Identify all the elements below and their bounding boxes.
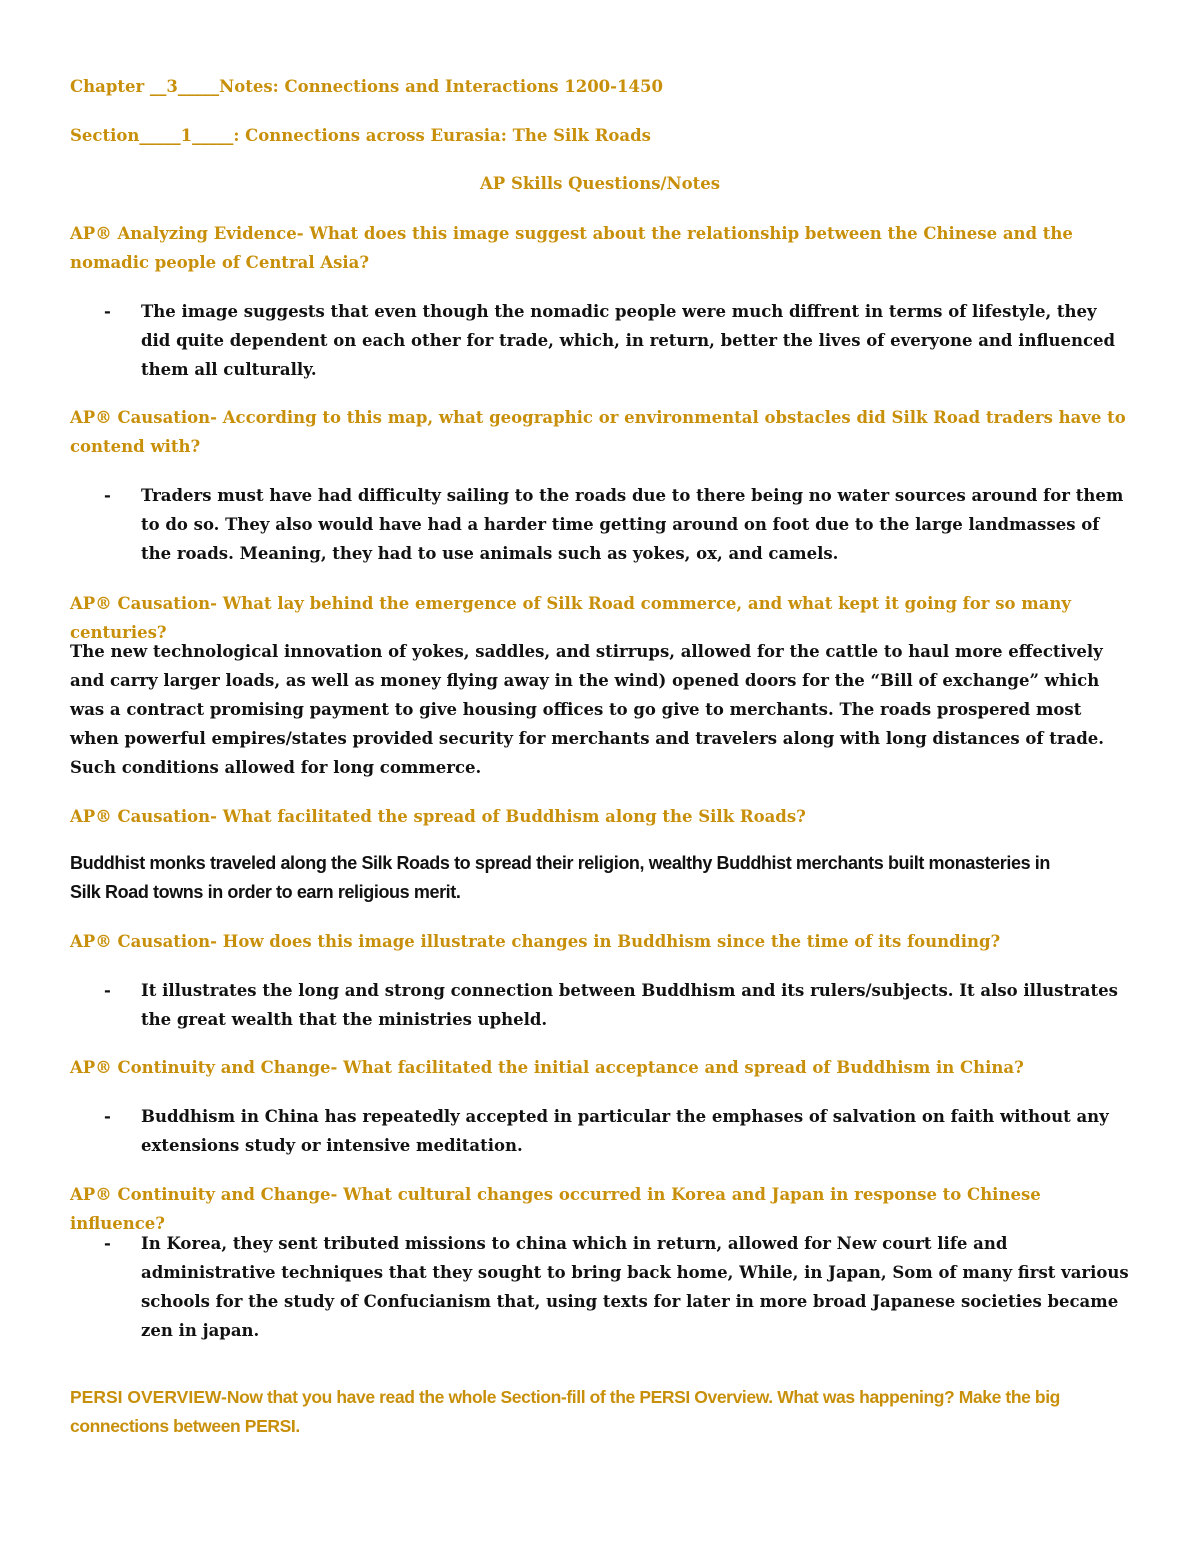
bullet-2: - (104, 486, 111, 505)
question-5: AP® Causation- How does this image illustrate changes in Buddhism since the time of its founding? (70, 932, 1001, 951)
answer-1: The image suggests that even though the nomadic people were much diffrent in terms of lifestyle, they did quite dependent on each other for trade, which, in return, better the lives of everyone and influenced them all culturally. (141, 302, 1116, 379)
answer-3: The new technological innovation of yokes, saddles, and stirrups, allowed for the cattle to haul more effectively and carry larger loads, as well as money flying away in the wind) opened doors for the “Bill of exchange” which was a contract promising payment to give housing offices to go give to merchants. The roads prospered most when powerful empires/states provided security for merchants and travelers along with long distances of trade. Such conditions allowed for long commerce. (70, 642, 1105, 777)
question-4: AP® Causation- What facilitated the spread of Buddhism along the Silk Roads? (70, 807, 806, 826)
answer-2: Traders must have had difficulty sailing to the roads due to there being no water sources around for them to do so. They also would have had a harder time getting around on foot due to the large landmasses of the roads. Meaning, they had to use animals such as yokes, ox, and camels. (141, 486, 1124, 563)
persi-label: PERSI OVERVIEW- (70, 1387, 227, 1407)
answer-7: In Korea, they sent tributed missions to china which in return, allowed for New court life and administrative techniques that they sought to bring back home, While, in Japan, Som of many first various schools for the study of Confucianism that, using texts for later in more broad Japanese societies became zen in japan. (141, 1234, 1129, 1340)
answer-6: Buddhism in China has repeatedly accepted in particular the emphases of salvation on faith without any extensions study or intensive meditation. (141, 1107, 1109, 1155)
question-3: AP® Causation- What lay behind the emergence of Silk Road commerce, and what kept it going for so many centuries? (70, 594, 1071, 642)
answer-4: Buddhist monks traveled along the Silk Roads to spread their religion, wealthy Buddhist merchants built monasteries in Silk Road towns in order to earn religious merit. (70, 853, 1050, 902)
section-heading: Section_____1_____: Connections across Eurasia: The Silk Roads (70, 126, 651, 145)
bullet-5: - (104, 981, 111, 1000)
persi-text: Now that you have read the whole Section-fill of the PERSI Overview. What was happening? Make the big connections between PERSI. (70, 1387, 1060, 1436)
center-title: AP Skills Questions/Notes (480, 174, 720, 193)
bullet-7: - (104, 1234, 111, 1253)
chapter-heading: Chapter __3_____Notes: Connections and Interactions 1200-1450 (70, 77, 663, 96)
bullet-6: - (104, 1107, 111, 1126)
question-1: AP® Analyzing Evidence- What does this image suggest about the relationship between the Chinese and the nomadic people of Central Asia? (70, 224, 1073, 272)
question-6: AP® Continuity and Change- What facilitated the initial acceptance and spread of Buddhism in China? (70, 1058, 1024, 1077)
question-2: AP® Causation- According to this map, what geographic or environmental obstacles did Silk Road traders have to contend with? (70, 408, 1126, 456)
bullet-1: - (104, 302, 111, 321)
answer-5: It illustrates the long and strong connection between Buddhism and its rulers/subjects. It also illustrates the great wealth that the ministries upheld. (141, 981, 1118, 1029)
persi-overview (70, 1383, 1130, 1441)
question-7: AP® Continuity and Change- What cultural changes occurred in Korea and Japan in response to Chinese influence? (70, 1185, 1041, 1233)
